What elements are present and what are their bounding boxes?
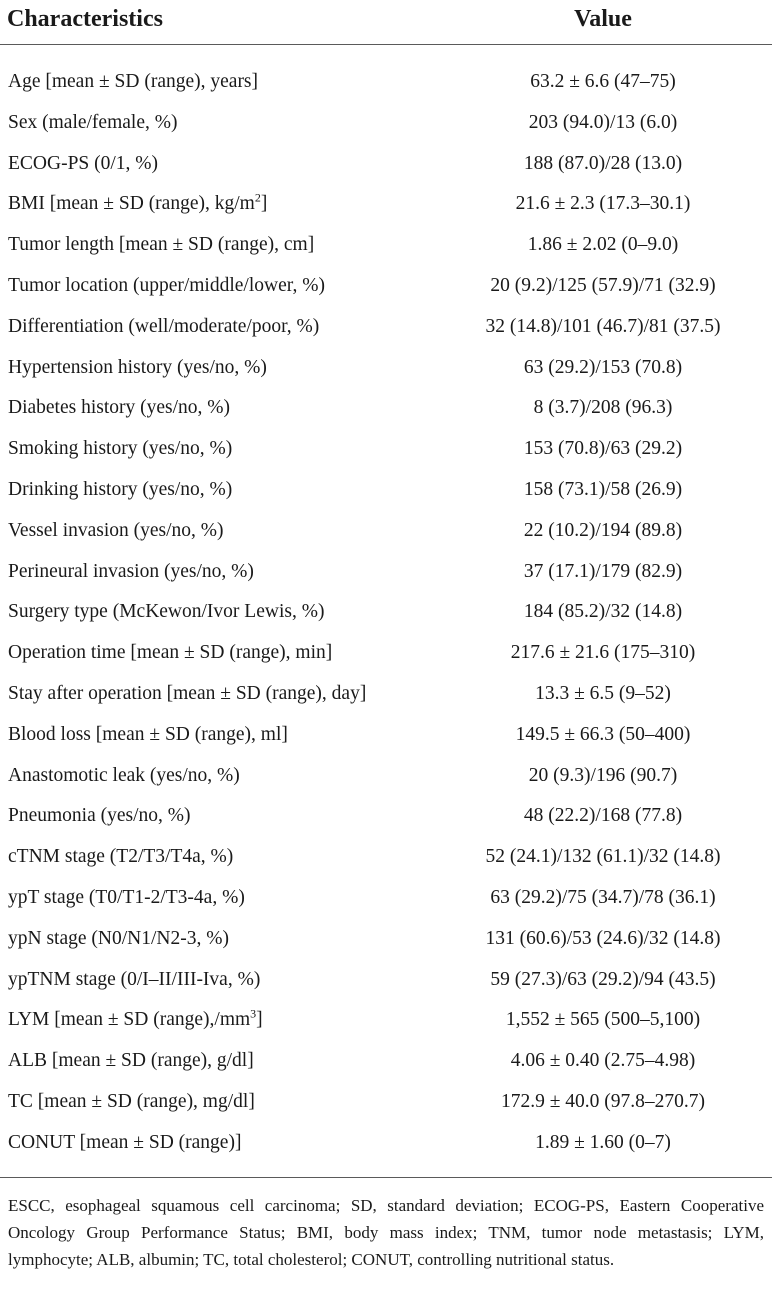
- row-label: [8, 71, 258, 93]
- table-row: [0, 349, 772, 390]
- row-label: [8, 316, 319, 338]
- row-label-text: cTNM stage (T2/T3/T4a, %): [8, 846, 234, 868]
- table-row: [0, 675, 772, 716]
- row-label: [8, 1091, 255, 1113]
- row-label-text: ypTNM stage (0/I–II/III-Iva, %): [8, 968, 261, 990]
- row-label-superscript: 3: [250, 1006, 257, 1021]
- row-label: [8, 479, 232, 501]
- table-row: [0, 593, 772, 634]
- table-body: [0, 45, 772, 1165]
- row-label-text: Hypertension history (yes/no, %): [8, 356, 267, 378]
- row-label-superscript: 2: [254, 190, 261, 205]
- row-value: 131 (60.6)/53 (24.6)/32 (14.8): [485, 927, 721, 949]
- table-row: [0, 145, 772, 186]
- row-value: 158 (73.1)/58 (26.9): [523, 478, 683, 500]
- table-row: [0, 471, 772, 512]
- row-value: 32 (14.8)/101 (46.7)/81 (37.5): [485, 315, 721, 337]
- table-row: [0, 389, 772, 430]
- row-label-text: Blood loss [mean ± SD (range), ml]: [8, 723, 288, 745]
- table-row: [0, 1001, 772, 1042]
- row-value: 217.6 ± 21.6 (175–310): [510, 642, 696, 664]
- row-label: [8, 153, 158, 175]
- row-label-text: Stay after operation [mean ± SD (range), day]: [8, 682, 367, 704]
- table-row: [0, 267, 772, 308]
- row-value: 1.89 ± 1.60 (0–7): [535, 1131, 671, 1153]
- row-label: [8, 357, 267, 379]
- row-label-text: ypT stage (T0/T1-2/T3-4a, %): [8, 886, 245, 908]
- row-value: 13.3 ± 6.5 (9–52): [535, 682, 671, 704]
- row-label-suffix: ]: [256, 1009, 263, 1031]
- row-label-text: Pneumonia (yes/no, %): [8, 805, 191, 827]
- row-value: 20 (9.3)/196 (90.7): [528, 764, 678, 786]
- table-row: [0, 716, 772, 757]
- row-label: [8, 112, 177, 134]
- row-label: [8, 683, 366, 705]
- row-value: 188 (87.0)/28 (13.0): [523, 152, 683, 174]
- table-row: [0, 1124, 772, 1165]
- row-value: 63 (29.2)/153 (70.8): [523, 356, 683, 378]
- row-value: 20 (9.2)/125 (57.9)/71 (32.9): [490, 274, 716, 296]
- row-value: 153 (70.8)/63 (29.2): [523, 438, 683, 460]
- row-value: 203 (94.0)/13 (6.0): [528, 111, 678, 133]
- row-label: [8, 438, 232, 460]
- row-label-text: Tumor location (upper/middle/lower, %): [8, 274, 325, 296]
- row-label: [8, 887, 245, 909]
- row-label-text: ypN stage (N0/N1/N2-3, %): [8, 927, 229, 949]
- row-value: 4.06 ± 0.40 (2.75–4.98): [510, 1050, 696, 1072]
- row-label: [8, 642, 332, 664]
- row-label-text: LYM [mean ± SD (range),/mm: [8, 1009, 251, 1031]
- row-value: 172.9 ± 40.0 (97.8–270.7): [500, 1090, 706, 1112]
- row-label-text: Surgery type (McKewon/Ivor Lewis, %): [8, 601, 325, 623]
- row-label-text: TC [mean ± SD (range), mg/dl]: [8, 1090, 255, 1112]
- row-value: 22 (10.2)/194 (89.8): [523, 519, 683, 541]
- table-row: [0, 757, 772, 798]
- row-label: [8, 969, 260, 991]
- row-value: 1,552 ± 565 (500–5,100): [505, 1009, 701, 1031]
- table-row: [0, 797, 772, 838]
- row-label: [8, 1050, 254, 1072]
- row-label: [8, 520, 224, 542]
- row-label: [8, 234, 314, 256]
- table-row: [0, 226, 772, 267]
- row-value: 48 (22.2)/168 (77.8): [523, 805, 683, 827]
- row-label-text: Age [mean ± SD (range), years]: [8, 71, 259, 92]
- table-header: [0, 4, 772, 45]
- row-value: 63.2 ± 6.6 (47–75): [530, 71, 676, 92]
- row-label-text: Sex (male/female, %): [8, 111, 178, 133]
- table-row: [0, 1042, 772, 1083]
- row-value: 149.5 ± 66.3 (50–400): [515, 723, 691, 745]
- row-label-text: Differentiation (well/moderate/poor, %): [8, 315, 320, 337]
- row-label-text: BMI [mean ± SD (range), kg/m: [8, 193, 255, 215]
- row-label-text: CONUT [mean ± SD (range)]: [8, 1131, 242, 1153]
- row-label: [8, 601, 324, 623]
- row-label: [8, 397, 230, 419]
- row-label-text: Perineural invasion (yes/no, %): [8, 560, 254, 582]
- table-row: [0, 838, 772, 879]
- row-value: 59 (27.3)/63 (29.2)/94 (43.5): [490, 968, 716, 990]
- row-label-text: Smoking history (yes/no, %): [8, 438, 233, 460]
- row-label: [8, 765, 240, 787]
- row-value: 1.86 ± 2.02 (0–9.0): [527, 234, 679, 256]
- table-row: [0, 879, 772, 920]
- column-header-value: Value: [574, 6, 632, 32]
- row-label: [8, 928, 229, 950]
- row-label: [8, 1006, 263, 1031]
- row-label-text: Tumor length [mean ± SD (range), cm]: [8, 234, 315, 256]
- table-row: [0, 185, 772, 226]
- row-value: 63 (29.2)/75 (34.7)/78 (36.1): [490, 886, 716, 908]
- table-row: [0, 920, 772, 961]
- table-row: [0, 1083, 772, 1124]
- table-row: [0, 553, 772, 594]
- row-label-text: ALB [mean ± SD (range), g/dl]: [8, 1050, 254, 1072]
- table-row: [0, 104, 772, 145]
- table-row: [0, 961, 772, 1002]
- row-value: 21.6 ± 2.3 (17.3–30.1): [515, 193, 691, 215]
- row-label-text: Anastomotic leak (yes/no, %): [8, 764, 240, 786]
- row-label: [8, 190, 268, 215]
- row-label: [8, 1132, 241, 1154]
- column-header-characteristics: Characteristics: [7, 6, 163, 32]
- table-footnote: ESCC, esophageal squamous cell carcinoma; SD, standard deviation; ECOG-PS, Eastern Cooperative Oncology Group Performance Status; BMI, body mass index; TNM, tumor node metastasis; LYM, lymphocyte; ALB, albumin; TC, total cholesterol; CONUT, controlling nutritional status.: [8, 1195, 764, 1269]
- row-label: [8, 724, 288, 746]
- table-row: [0, 634, 772, 675]
- row-value: 37 (17.1)/179 (82.9): [523, 560, 683, 582]
- row-label: [8, 805, 191, 827]
- row-label: [8, 561, 254, 583]
- table-row: [0, 63, 772, 104]
- table-row: [0, 512, 772, 553]
- row-label-suffix: ]: [260, 193, 268, 215]
- row-label-text: Vessel invasion (yes/no, %): [8, 519, 224, 541]
- row-label-text: Operation time [mean ± SD (range), min]: [8, 642, 333, 664]
- row-value: 8 (3.7)/208 (96.3): [533, 397, 673, 419]
- row-label: [8, 275, 325, 297]
- row-label-text: Drinking history (yes/no, %): [8, 478, 233, 500]
- table-row: [0, 430, 772, 471]
- row-label-text: Diabetes history (yes/no, %): [8, 397, 231, 419]
- row-value: 184 (85.2)/32 (14.8): [523, 601, 683, 623]
- row-label-text: ECOG-PS (0/1, %): [8, 152, 159, 174]
- row-value: 52 (24.1)/132 (61.1)/32 (14.8): [485, 846, 721, 868]
- table-row: [0, 308, 772, 349]
- row-label: [8, 846, 233, 868]
